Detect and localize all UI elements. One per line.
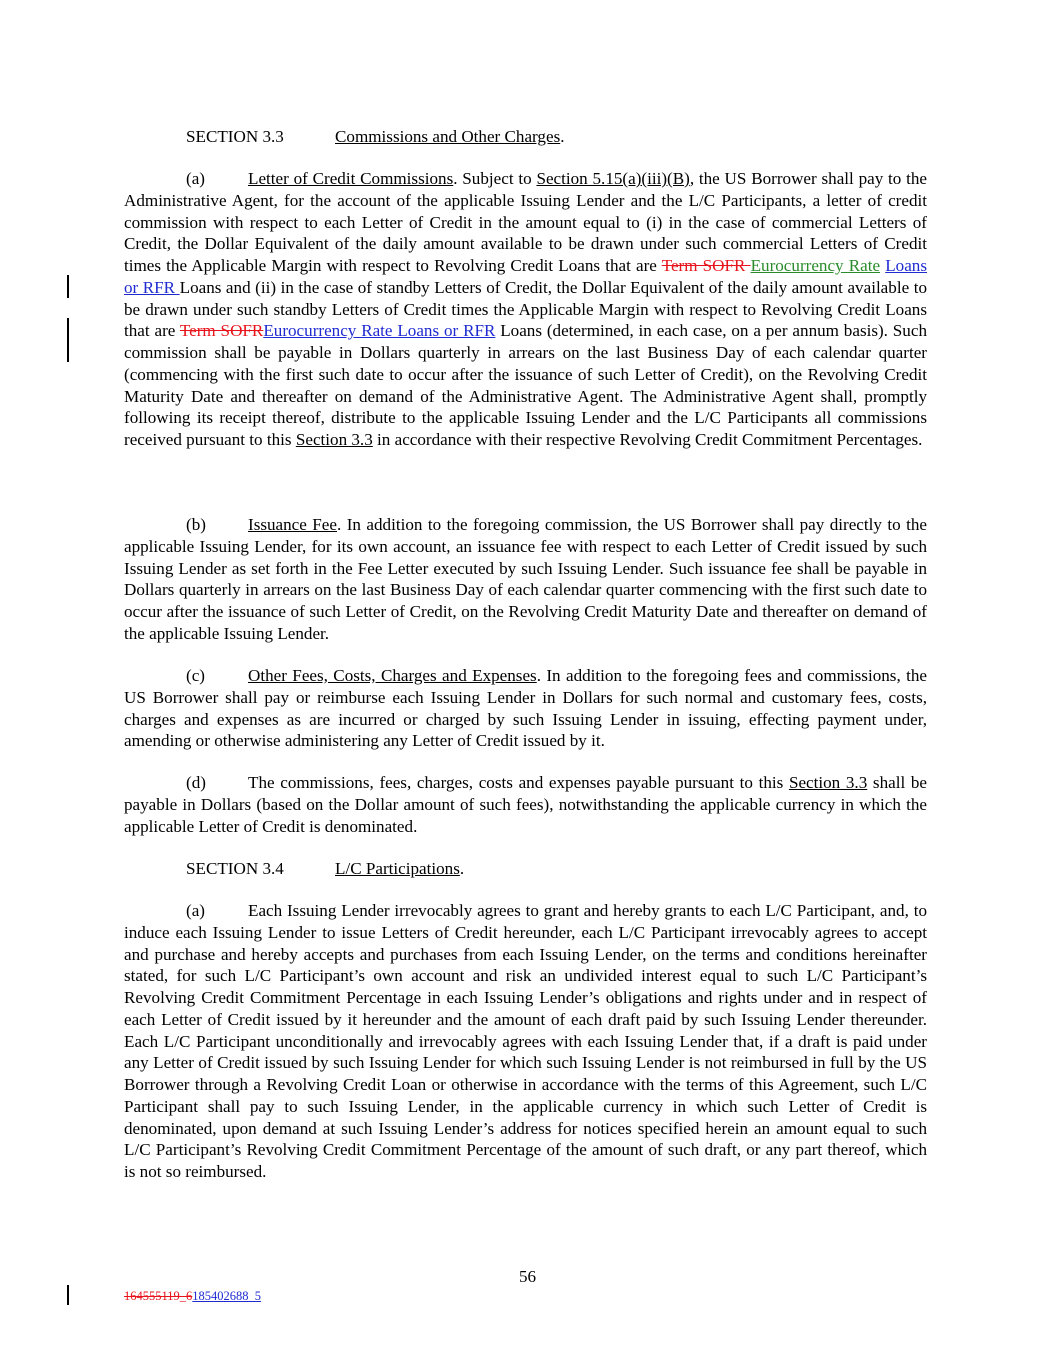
paragraph-3-3-a: (a) Letter of Credit Commissions. Subject to Section 5.15(a)(iii)(B), the US Borrower shall pay to the Administrative Agent, for the account of the applicable Issuing Lender and the L/C Participants, a letter of credit commission with respect to each Letter of Credit in the amount equal to (i) in the case of commercial Letters of Credit, the Dollar Equivalent of the daily amount available to be drawn under such commercial Letters of Credit times the Applicable Margin with respect to Revolving Credit Loans that are Term SOFR Eurocurrency Rate Loans or RFR Loans and (ii) in the case of standby Letters of Credit, the Dollar Equivalent of the daily amount available to be drawn under such standby Letters of Credit times the Applicable Margin with respect to Revolving Credit Loans that are Term SOFREurocurrency Rate Loans or RFR Loans (determined, in each case, on a per annum basis). Such commission shall be payable in Dollars quarterly in arrears on the last Business Day of each calendar quarter (commencing with the first such date to occur after the issuance of such Letter of Credit), on the Revolving Credit Maturity Date and thereafter on demand of the Administrative Agent. The Administrative Agent shall, promptly following its receipt thereof, distribute to the applicable Issuing Lender and the L/C Participants all commissions received pursuant to this Section 3.3 in accordance with their respective Revolving Credit Commitment Percentages. xyxy=(124,169,927,449)
moved-text: Eurocurrency Rate xyxy=(750,256,881,275)
change-bar xyxy=(67,1285,69,1305)
paragraph-label: (c) xyxy=(186,666,205,685)
inserted-text: Loans or RFR xyxy=(124,256,927,297)
deleted-text: Term SOFR xyxy=(661,256,751,275)
change-bar xyxy=(67,318,69,362)
paragraph-3-4-a: (a) Each Issuing Lender irrevocably agrees to grant and hereby grants to each L/C Participant, and, to induce each Issuing Lender to issue Letters of Credit hereunder, each L/C Participant irrevocably agrees to accept and purchase and hereby accepts and purchases from each Issuing Lender, on the terms and conditions hereinafter stated, for such L/C Participant’s own account and risk an undivided interest equal to such L/C Participant’s Revolving Credit Commitment Percentage in each Issuing Lender’s obligations and rights under and in respect of each Letter of Credit issued by it hereunder and the amount of each draft paid by such Issuing Lender thereunder. Each L/C Participant unconditionally and irrevocably agrees with each Issuing Lender that, if a draft is paid under any Letter of Credit issued by such Issuing Lender for which such Issuing Lender is not reimbursed in full by the US Borrower through a Revolving Credit Loan or otherwise in accordance with the terms of this Agreement, such L/C Participant shall pay to such Issuing Lender, in the applicable currency in which such Letter of Credit is denominated, upon demand at such Issuing Lender’s address for notices specified herein an amount equal to such L/C Participant’s Revolving Credit Commitment Percentage of the amount of such draft, or any part thereof, which is not so reimbursed. xyxy=(124,901,927,1181)
inserted-text: Eurocurrency Rate Loans or RFR xyxy=(263,321,496,341)
section-title: Commissions and Other Charges xyxy=(335,127,561,146)
section-number: SECTION 3.3 xyxy=(186,127,284,146)
section-3-4-heading: SECTION 3.4 L/C Participations. xyxy=(186,859,465,878)
paragraph-3-3-c: (c) Other Fees, Costs, Charges and Expenses. In addition to the foregoing fees and commissions, the US Borrower shall pay or reimburse each Issuing Lender in Dollars for such normal and customary fees, costs, charges and expenses as are incurred or charged by such Issuing Lender in issuing, effecting payment under, amending or otherwise administering any Letter of Credit issued by it. xyxy=(124,666,927,751)
paragraph-3-3-b: (b) Issuance Fee. In addition to the foregoing commission, the US Borrower shall pay directly to the applicable Issuing Lender, for its own account, an issuance fee with respect to each Letter of Credit issued by such Issuing Lender as set forth in the Fee Letter executed by such Issuing Lender. Such issuance fee shall be payable in Dollars quarterly in arrears on the last Business Day of each calendar quarter commencing with the first such date to occur after the issuance of such Letter of Credit, on the Revolving Credit Maturity Date and thereafter on demand of the applicable Issuing Lender. xyxy=(124,515,928,643)
section-number: SECTION 3.4 xyxy=(186,859,284,878)
paragraph-label: (d) xyxy=(186,773,206,792)
paragraph-label: (a) xyxy=(186,169,205,188)
paragraph-caption: Letter of Credit Commissions xyxy=(248,169,454,188)
cross-reference: Section 3.3 xyxy=(295,430,373,449)
document-id xyxy=(124,1288,261,1304)
cross-reference: Section 3.3 xyxy=(788,773,868,792)
change-bar xyxy=(67,275,69,298)
paragraph-caption: Other Fees, Costs, Charges and Expenses xyxy=(248,666,537,685)
deleted-doc-id: 164555119_6 xyxy=(124,1289,193,1303)
paragraph-label: (a) xyxy=(186,901,205,920)
section-title: L/C Participations xyxy=(335,859,460,878)
section-3-3-heading: SECTION 3.3 Commissions and Other Charges. xyxy=(186,127,565,146)
inserted-doc-id: 185402688_5 xyxy=(192,1289,262,1303)
paragraph-3-3-d: (d) The commissions, fees, charges, costs and expenses payable pursuant to this Section 3.3 shall be payable in Dollars (based on the Dollar amount of such fees), notwithstanding the applicable currency in which the applicable Letter of Credit is denominated. xyxy=(124,773,927,836)
paragraph-label: (b) xyxy=(186,515,206,534)
page-number: 56 xyxy=(518,1267,537,1286)
deleted-text: Term SOFR xyxy=(179,321,264,341)
cross-reference: Section 5.15(a)(iii)(B) xyxy=(536,169,690,188)
paragraph-caption: Issuance Fee xyxy=(248,515,337,534)
